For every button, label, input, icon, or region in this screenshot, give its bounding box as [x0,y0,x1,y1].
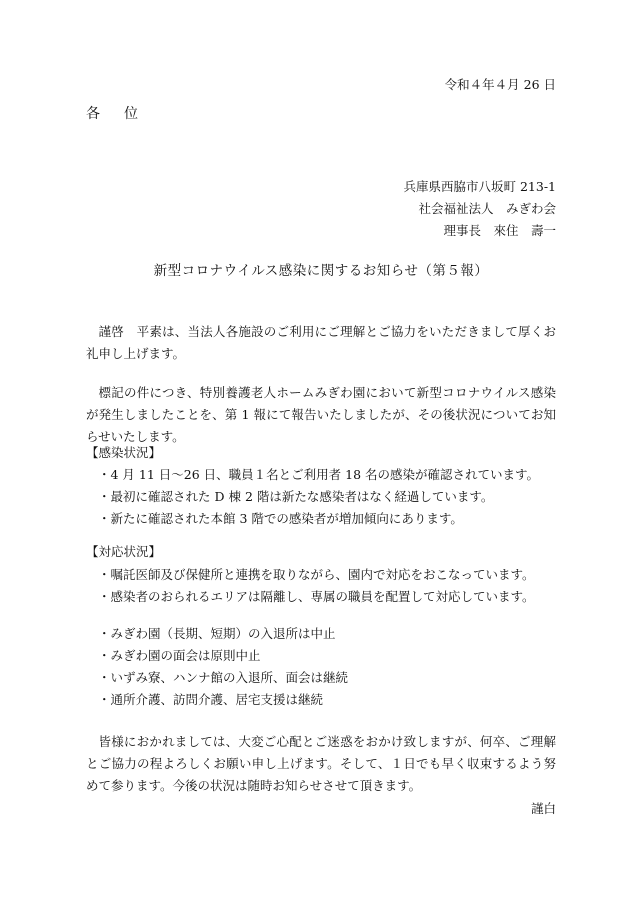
intro-paragraph: 標記の件につき、特別養護老人ホームみぎわ園において新型コロナウイルス感染が発生しましたことを、第 1 報にて報告いたしましたが、その後状況についてお知らせいたします。 [86,384,556,444]
addressee: 各位 [86,106,162,122]
service-status-list [98,623,348,711]
list-item: ・新たに確認された本館 3 階での感染者が増加傾向にあります。 [98,511,463,526]
response-status-list [98,564,535,608]
list-item: ・通所介護、訪問介護、居宅支援は継続 [98,692,324,707]
closing-word: 謹白 [530,801,556,816]
sender-representative: 理事長 來住 壽一 [443,223,556,238]
sender-block [403,176,556,242]
closing-paragraph: 皆様におかれましては、大変ご心配とご迷惑をおかけ致しますが、何卒、ご理解とご協力の程よろしくお願い申し上げます。そして、１日でも早く収束するよう努めて参ります。今後の状況は随時お知らせさせて頂きます。 [86,733,556,793]
greeting-paragraph: 謹啓 平素は、当法人各施設のご利用にご理解とご協力をいただきまして厚くお礼申し上げます。 [86,323,556,361]
list-item: ・4 月 11 日～26 日、職員１名とご利用者 18 名の感染が確認されています。 [98,467,540,482]
list-item: ・みぎわ園の面会は原則中止 [98,648,261,663]
list-item: ・感染者のおられるエリアは隔離し、専属の職員を配置して対応しています。 [98,589,535,604]
list-item: ・嘱託医師及び保健所と連携を取りながら、園内で対応をおこなっています。 [98,567,535,582]
response-status-heading: 【対応状況】 [86,544,162,559]
document-date: 令和４年４月 26 日 [444,77,556,92]
list-item: ・最初に確認された D 棟 2 階は新たな感染者はなく経過しています。 [98,489,494,504]
infection-status-heading: 【感染状況】 [86,445,162,460]
document-title: 新型コロナウイルス感染に関するお知らせ（第５報） [153,263,489,279]
list-item: ・いずみ寮、ハンナ館の入退所、面会は継続 [98,670,349,685]
sender-organization: 社会福祉法人 みぎわ会 [418,201,556,216]
sender-address: 兵庫県西脇市八坂町 213-1 [403,179,556,194]
infection-status-list [98,464,539,530]
list-item: ・みぎわ園（長期、短期）の入退所は中止 [98,626,336,641]
